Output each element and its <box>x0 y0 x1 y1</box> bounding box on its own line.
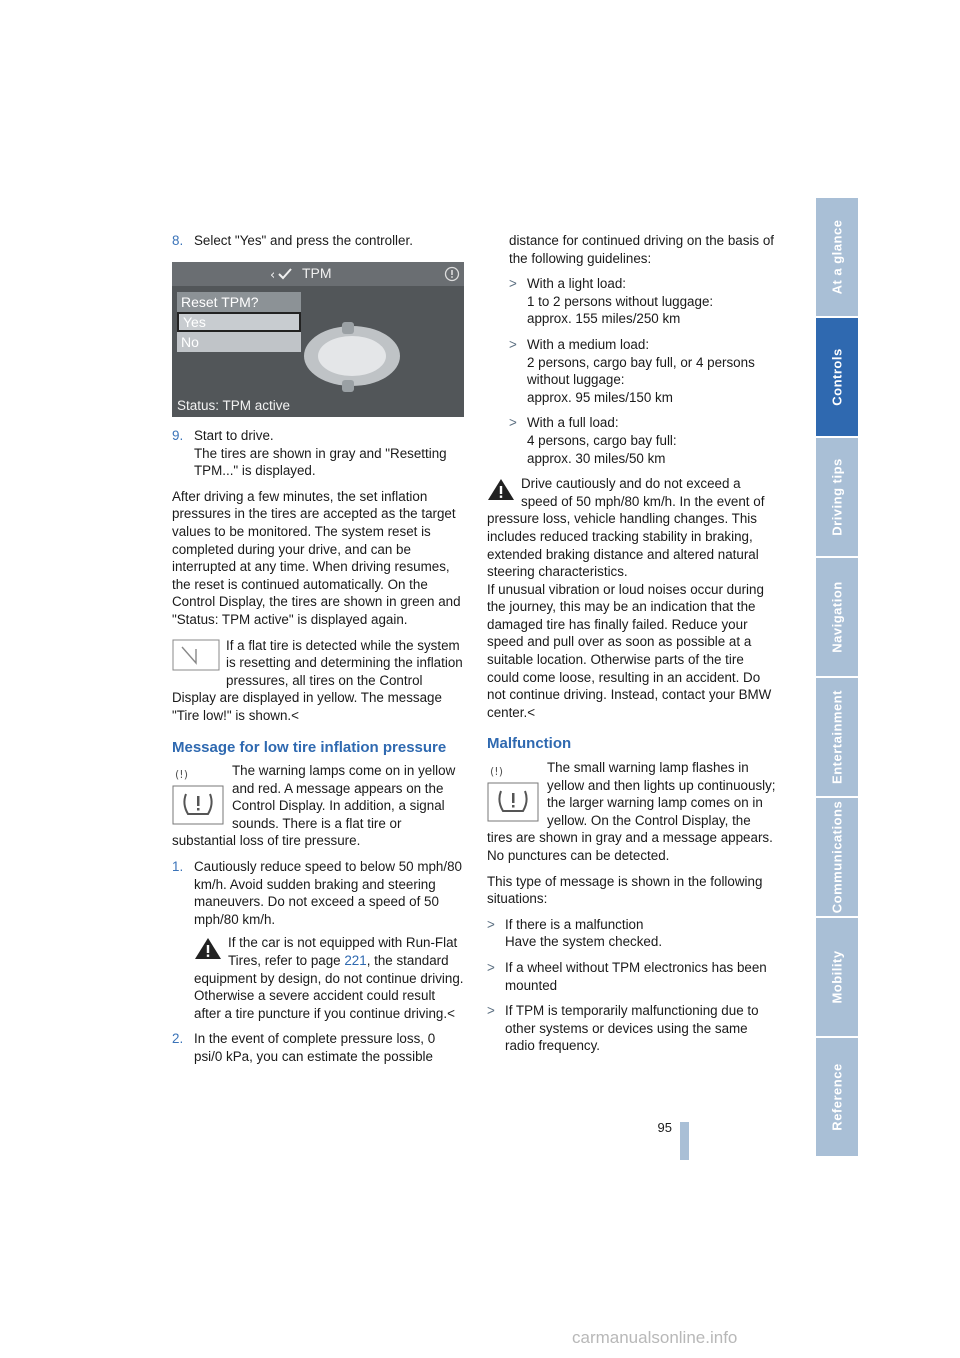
step-number: 8. <box>172 233 184 248</box>
warning-triangle-icon <box>487 477 515 501</box>
bullet-mark: > <box>487 1003 495 1019</box>
list-item <box>509 275 779 328</box>
malfunction-text: The small warning lamp flashes in yellow and then lights up continuously; the larger warning lamp comes on in yellow. On the Control Display, the tires are shown in gray and a message appears. No punctures can be detected. <box>487 760 776 863</box>
load-title: With a light load: <box>527 276 626 292</box>
warning-paragraph-2 <box>487 475 779 581</box>
sidebar-tab-navigation[interactable] <box>816 558 858 678</box>
left-column <box>172 232 464 258</box>
note-text: If a flat tire is detected while the system is resetting and determining the inflation pressures, all tires on the Control Display are displayed in yellow. The message "Tire low!" is shown. <box>172 637 463 723</box>
end-mark: < <box>447 1005 455 1021</box>
load-detail: 1 to 2 persons without luggage: <box>527 293 714 309</box>
step-number: 1. <box>172 859 184 875</box>
menu-option-yes[interactable]: Yes <box>177 312 301 332</box>
continued-text: distance for continued driving on the basis of the following guidelines: <box>509 233 775 266</box>
svg-text:‹: ‹ <box>270 268 276 282</box>
situation-text: If a wheel without TPM electronics has been mounted <box>505 959 767 993</box>
step-text: Start to drive. <box>194 428 274 443</box>
tab-label: Communications <box>829 800 845 914</box>
svg-text:(!): (!) <box>175 768 188 782</box>
list-item <box>487 1002 779 1055</box>
warning-paragraph-3 <box>487 581 779 722</box>
tab-label: Driving tips <box>829 458 845 536</box>
note-paragraph <box>172 637 464 725</box>
menu-header: Reset TPM? <box>177 292 301 312</box>
sidebar-tab-at-a-glance[interactable] <box>816 198 858 318</box>
step-8 <box>172 232 464 250</box>
list-item <box>509 414 779 467</box>
load-distance: approx. 95 miles/150 km <box>527 389 673 405</box>
tpm-check-icon <box>270 266 300 282</box>
bullet-mark: > <box>509 415 517 431</box>
step-text: In the event of complete pressure loss, 0 psi/0 kPa, you can estimate the possible <box>194 1031 436 1064</box>
bullet-mark: > <box>487 916 495 932</box>
body-paragraph: After driving a few minutes, the set inflation pressures in the tires are accepted as the target values to be monitored. The system reset is completed during your drive, and can be interrupted at any time. When driving resumes, the reset is continued automatically. On the Control Display, the tires are shown in green and "Status: TPM active" is displayed again. <box>172 488 461 627</box>
watermark: carmanualsonline.info <box>572 1328 738 1347</box>
screen-title-bar <box>172 262 464 286</box>
info-icon <box>444 266 460 282</box>
load-title: With a full load: <box>527 415 619 431</box>
situation-text: Have the system checked. <box>505 934 663 950</box>
load-detail: 4 persons, cargo bay full: <box>527 432 677 448</box>
step-text: The tires are shown in gray and "Resetting TPM..." is displayed. <box>194 445 447 479</box>
warning-text: , the standard equipment by design, do not continue driving. Otherwise a severe accident could result after a tire puncture if you continue driving. <box>194 953 464 1021</box>
warning-triangle-icon <box>194 936 222 960</box>
left-column-body <box>172 427 464 1074</box>
bullet-mark: > <box>509 276 517 292</box>
tab-label: Controls <box>829 348 845 406</box>
end-mark: < <box>527 704 536 720</box>
step-9 <box>172 427 464 480</box>
warning-text: If the car is not equipped with Run-Flat Tires, refer to page <box>228 935 458 969</box>
load-distance: approx. 30 miles/50 km <box>527 450 666 466</box>
sidebar-tab-communications[interactable] <box>816 798 858 918</box>
section-heading: Malfunction <box>487 735 572 753</box>
step-2 <box>172 1030 464 1065</box>
step-text: Cautiously reduce speed to below 50 mph/80 km/h. Avoid sudden braking and steering maneuvers. Do not exceed a speed of 50 mph/80 km/h. <box>194 859 462 927</box>
load-title: With a medium load: <box>527 336 650 352</box>
list-item <box>487 959 779 994</box>
warning-text: Drive cautiously and do not exceed a speed of 50 mph/80 km/h. In the event of pressure loss, vehicle handling changes. This includes reduced tracking stability in braking, extended braking distance and altered natural steering characteristics. <box>487 476 765 580</box>
page-number: 95 <box>657 1120 672 1135</box>
step-1 <box>172 858 464 928</box>
warning-paragraph-1 <box>172 934 464 1022</box>
sidebar-tab-controls[interactable] <box>816 318 858 438</box>
reset-menu <box>177 292 301 352</box>
list-item <box>509 336 779 406</box>
step-text: Select "Yes" and press the controller. <box>194 233 413 248</box>
malfunction-paragraph <box>487 759 779 865</box>
tire-pressure-warning-lamp-icon <box>172 764 224 826</box>
tab-label: At a glance <box>829 219 845 295</box>
load-list <box>487 275 779 467</box>
screen-title: TPM <box>302 265 332 281</box>
screen-status: Status: TPM active <box>177 398 291 413</box>
list-item <box>487 916 779 951</box>
section-sidebar <box>816 198 858 1158</box>
situation-text: If there is a malfunction <box>505 916 644 932</box>
situations-intro: This type of message is shown in the following situations: <box>487 873 763 907</box>
tab-label: Mobility <box>829 950 845 1004</box>
bullet-mark: > <box>487 959 495 975</box>
svg-text:(!): (!) <box>490 765 503 779</box>
tab-label: Reference <box>829 1063 845 1131</box>
end-mark: < <box>291 707 299 723</box>
tab-label: Navigation <box>829 581 845 653</box>
situation-text: If TPM is temporarily malfunctioning due to other systems or devices using the same radio frequency. <box>505 1003 759 1054</box>
menu-option-no[interactable]: No <box>181 334 199 350</box>
note-icon <box>172 639 220 671</box>
step-number: 9. <box>172 428 184 443</box>
lamp-paragraph <box>172 762 464 850</box>
step-number: 2. <box>172 1031 184 1047</box>
sidebar-tab-mobility[interactable] <box>816 918 858 1038</box>
load-distance: approx. 155 miles/250 km <box>527 311 681 327</box>
sidebar-tab-driving-tips[interactable] <box>816 438 858 558</box>
bullet-mark: > <box>509 336 517 352</box>
lamp-text: The warning lamps come on in yellow and red. A message appears on the Control Display. In addition, a signal sounds. There is a flat tire or substantial loss of tire pressure. <box>172 763 456 849</box>
control-display-screenshot <box>172 262 464 417</box>
tire-pressure-warning-lamp-icon <box>487 761 539 823</box>
tab-label: Entertainment <box>829 690 845 784</box>
sidebar-tab-reference[interactable] <box>816 1038 858 1158</box>
warning-text: If unusual vibration or loud noises occur during the journey, this may be an indication that the damaged tire has finally failed. Reduce your speed and pull over as soon as possible at a suitable location. Otherwise parts of the tire could come loose, resulting in an accident. Do not continue driving. Instead, contact your BMW center. <box>487 581 772 720</box>
load-detail: 2 persons, cargo bay full, or 4 persons without luggage: <box>527 354 755 388</box>
page-number-bar <box>680 1122 689 1160</box>
page-reference-link[interactable]: 221 <box>344 953 367 969</box>
section-heading: Message for low tire inflation pressure <box>172 738 447 756</box>
sidebar-tab-entertainment[interactable] <box>816 678 858 798</box>
right-column <box>487 232 779 1063</box>
